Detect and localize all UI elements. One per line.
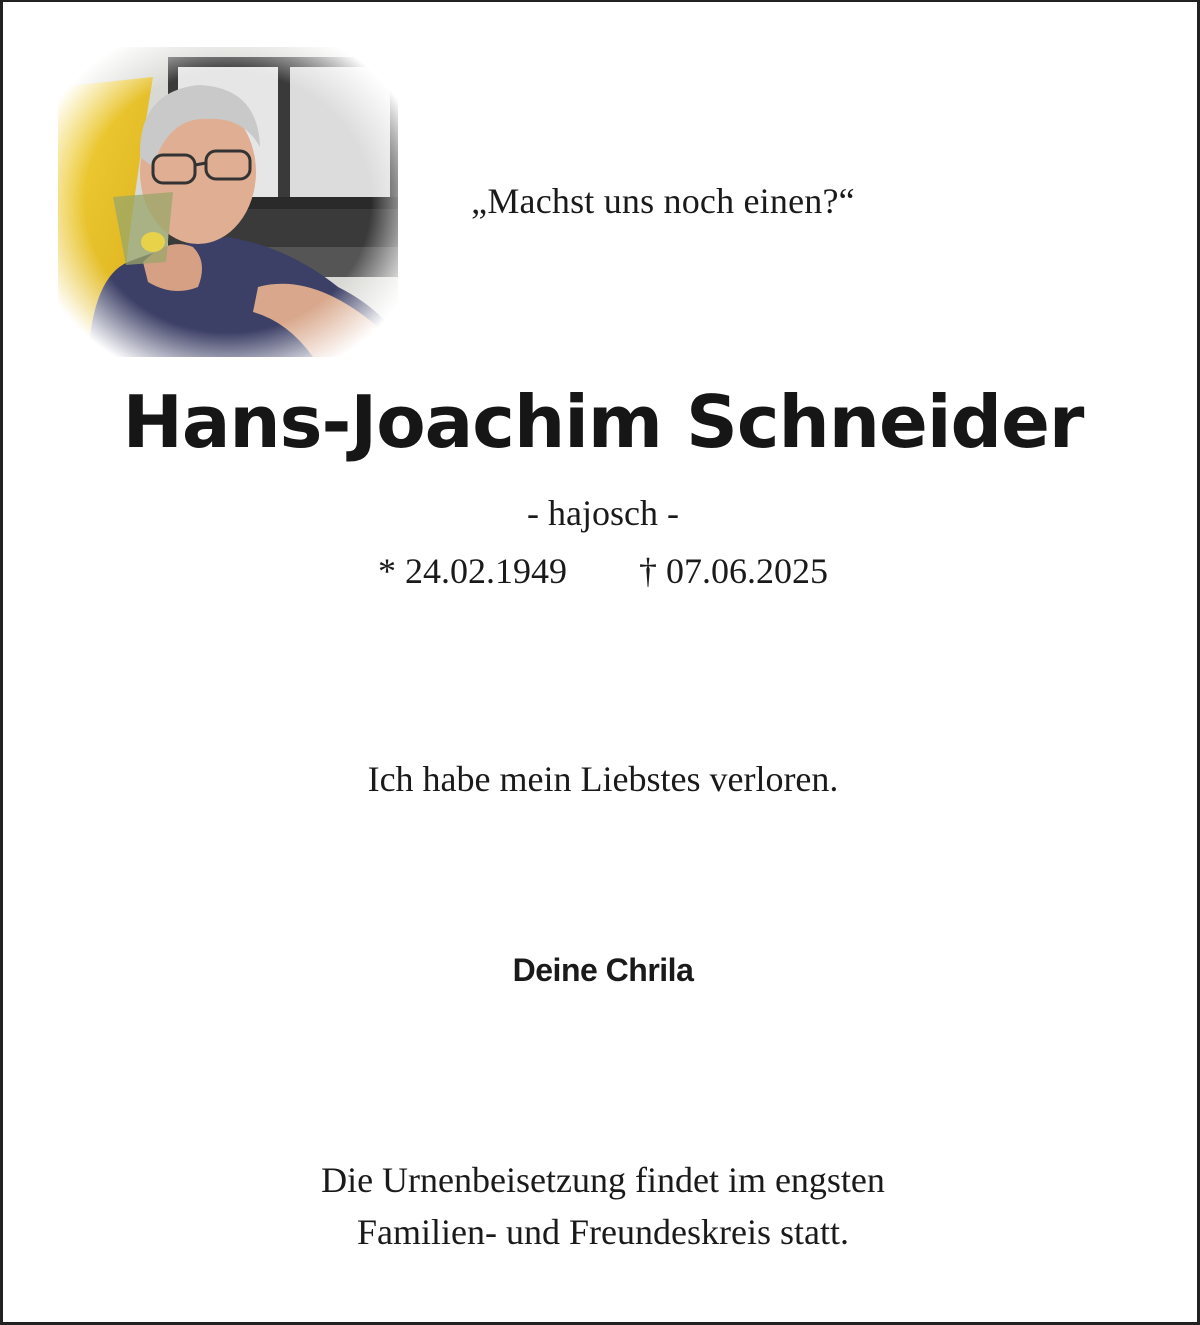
portrait-photo	[58, 47, 398, 357]
nickname: - hajosch -	[527, 493, 679, 533]
signature: Deine Chrila	[512, 952, 694, 988]
mourning-message: Ich habe mein Liebstes verloren.	[367, 759, 839, 799]
funeral-notice-line-2: Familien- und Freundeskreis statt.	[357, 1212, 849, 1252]
funeral-notice-line-1: Die Urnenbeisetzung findet im engsten	[321, 1160, 885, 1200]
birth-date: * 24.02.1949	[378, 551, 567, 591]
funeral-notice	[3, 1154, 1200, 1258]
deceased-name: Hans-Joachim Schneider	[122, 380, 1084, 464]
quote-text: „Machst uns noch einen?“	[471, 181, 855, 221]
life-dates	[3, 550, 1200, 592]
death-date: † 07.06.2025	[639, 551, 828, 591]
